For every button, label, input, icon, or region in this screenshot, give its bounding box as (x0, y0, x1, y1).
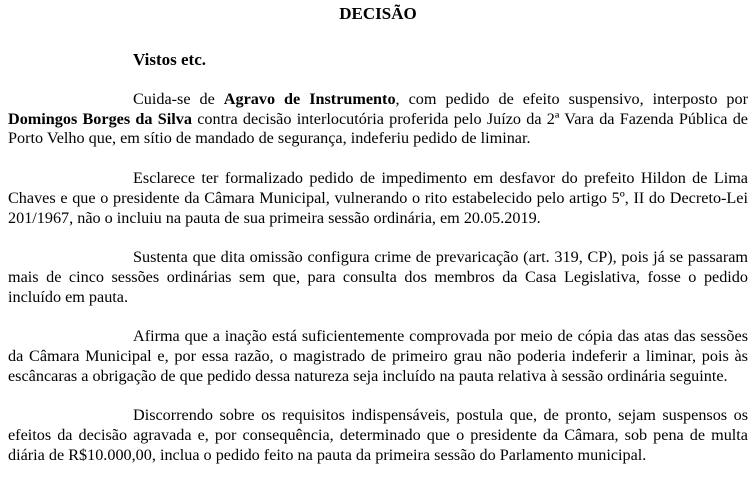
vistos-line: Vistos etc. (133, 50, 207, 69)
document-page (8, 0, 748, 466)
p1-bold-agravante: Domingos Borges da Silva (8, 109, 192, 128)
document-title: DECISÃO (339, 4, 417, 23)
paragraph-agravo (8, 90, 748, 149)
p1-text-2: , com pedido de efeito suspensivo, interposto por (395, 90, 748, 108)
paragraph-discorrendo: Discorrendo sobre os requisitos indispensáveis, postula que, de pronto, sejam suspensos os efeitos da decisão agravada e, por consequência, determinado que o presidente da Câmara, sob pena de multa diária de R$10.000,00, inclua o pedido feito na pauta da primeira sessão do Parlamento municipal. (8, 406, 748, 464)
p1-text-3: contra decisão interlocutória proferida pelo Juízo da 2ª Vara da Fazenda Pública de Porto Velho que, em sítio de mandado de segurança, indeferiu pedido de liminar. (8, 109, 748, 148)
paragraph-afirma: Afirma que a inação está suficientemente comprovada por meio de cópia das atas das sessões da Câmara Municipal e, por essa razão, o magistrado de primeiro grau não poderia indeferir a liminar, pois às escâncaras a obrigação de que pedido dessa natureza seja incluído na pauta relativa à sessão ordinária seguinte. (8, 327, 748, 385)
paragraph-sustenta: Sustenta que dita omissão configura crime de prevaricação (art. 319, CP), pois já se passaram mais de cinco sessões ordinárias sem que, para consulta dos membros da Casa Legislativa, fosse o pedido incluído em pauta. (8, 248, 748, 306)
p1-text-1: Cuida-se de (133, 90, 224, 108)
paragraph-esclarece: Esclarece ter formalizado pedido de impedimento em desfavor do prefeito Hildon de Lima Chaves e que o presidente da Câmara Municipal, vulnerando o rito estabelecido pelo artigo 5º, II do Decreto-Lei 201/1967, não o incluiu na pauta de sua primeira sessão ordinária, em 20.05.2019. (8, 169, 748, 227)
p1-bold-agravo: Agravo de Instrumento (223, 90, 396, 108)
